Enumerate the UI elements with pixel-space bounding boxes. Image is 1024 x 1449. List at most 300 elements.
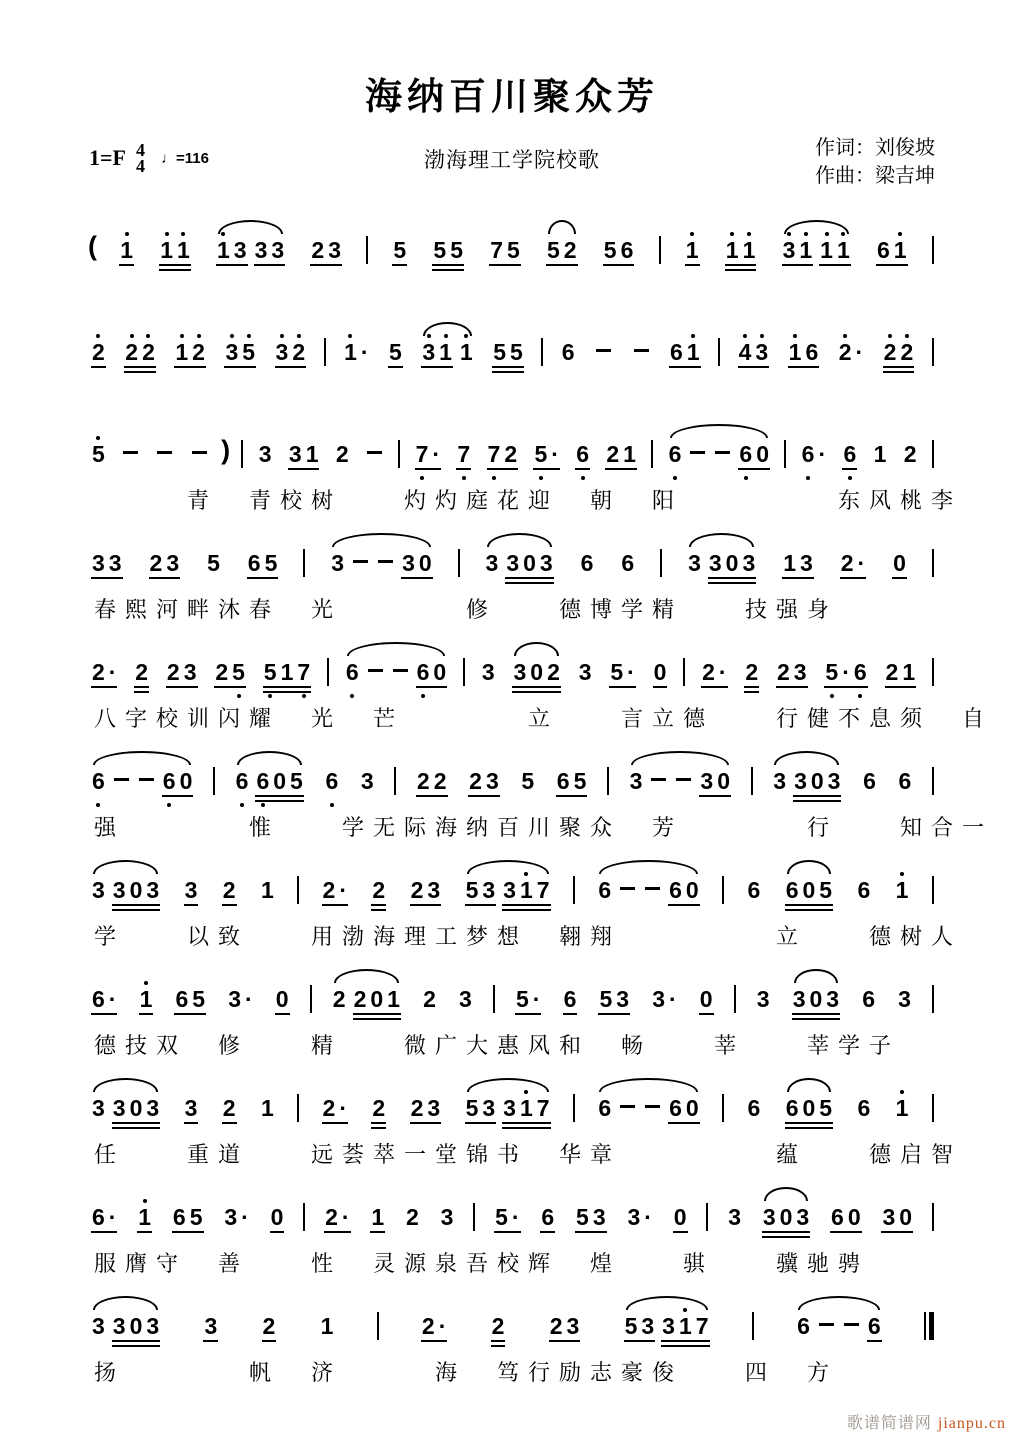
octave-dot-below-slot [568, 1021, 572, 1027]
note-digit: 6 [801, 441, 815, 467]
octave-dot-below-slot [539, 476, 543, 482]
octave-dot-below [581, 476, 585, 480]
note-digit: 5 [389, 339, 402, 365]
note-column [896, 977, 913, 1027]
note-column [259, 1086, 276, 1136]
note-digit: 2 [353, 986, 367, 1012]
note-cell [344, 650, 361, 700]
note-digit: 0 [685, 1095, 699, 1121]
note-column [861, 759, 878, 809]
note-column [684, 868, 701, 918]
note-glyphs [421, 977, 438, 1027]
note-digit: 3 [641, 1313, 655, 1339]
octave-dot-below-slot [211, 585, 215, 591]
octave-dot-below-slot [238, 272, 242, 278]
note-column [387, 330, 404, 380]
octave-dot-below-slot [487, 912, 491, 918]
note-glyphs [202, 1304, 219, 1354]
note-digit: · [108, 659, 117, 685]
octave-dot-below-slot [327, 1130, 331, 1136]
barline [734, 985, 736, 1013]
note-column [246, 541, 263, 591]
octave-dot-below-slot [629, 694, 633, 700]
note-cell [484, 541, 501, 591]
octave-dot-below-slot [432, 912, 436, 918]
note-digit: 1 [895, 1095, 909, 1121]
note-digit: 3 [782, 237, 796, 263]
note-column [591, 1195, 608, 1245]
octave-dot-below-slot [441, 1348, 445, 1354]
time-signature [136, 142, 145, 174]
note-column [715, 759, 732, 809]
note-glyphs [781, 228, 815, 278]
note-glyphs [660, 1304, 710, 1354]
octave-dot-above [793, 334, 797, 338]
note-digit: 1 [519, 877, 533, 903]
note-column [173, 330, 190, 380]
note-digit: 2 [549, 1313, 563, 1339]
note-cell [501, 868, 551, 918]
note-digit: 6 [805, 339, 819, 365]
note-cell [90, 1304, 107, 1354]
note-column [761, 1195, 778, 1245]
note-glyphs [254, 759, 304, 809]
note-glyphs [743, 650, 760, 700]
note-digit: 5 [624, 1313, 638, 1339]
note-glyphs [667, 868, 701, 918]
note-column [488, 228, 505, 278]
octave-dot-below [858, 694, 862, 698]
octave-dot-above [524, 1090, 528, 1094]
note-digit: 5 [242, 339, 256, 365]
note-digit: 3 [794, 768, 807, 794]
note-digit: · [244, 986, 253, 1012]
note-column [323, 1195, 340, 1245]
note-column [604, 432, 621, 482]
note-column [840, 650, 852, 700]
octave-dot-below-slot [713, 585, 717, 591]
note-column [340, 1195, 352, 1245]
note-column [884, 650, 901, 700]
note-digit: 6 [747, 1095, 761, 1121]
note-glyphs [262, 650, 312, 700]
note-digit: 3 [402, 550, 415, 576]
dash-note [617, 1086, 638, 1136]
note-column [223, 330, 240, 380]
octave-dot-above [230, 334, 234, 338]
note-glyphs [746, 1086, 763, 1136]
octave-dot-below-slot [793, 374, 797, 380]
note-column [464, 1086, 481, 1136]
note-glyphs [684, 228, 701, 278]
octave-dot-below-slot [96, 1021, 100, 1027]
note-digit: 0 [129, 1095, 143, 1121]
octave-dot-below-slot [337, 1021, 341, 1027]
octave-dot-below-slot [628, 476, 632, 482]
note-column [639, 1304, 656, 1354]
note-digit: 7 [536, 877, 550, 903]
octave-dot-below-slot [603, 1130, 607, 1136]
note-digit: 3 [225, 339, 239, 365]
note-cell [560, 330, 577, 380]
note-cell [743, 650, 760, 700]
barline [297, 1094, 299, 1122]
octave-dot-below-slot [197, 1021, 201, 1027]
note-glyphs [158, 228, 192, 278]
note-digit: · [627, 659, 635, 685]
note-digit: 3 [271, 237, 285, 263]
note-glyphs [596, 868, 613, 918]
note-cell [491, 330, 525, 380]
note-digit: 3 [796, 1204, 810, 1230]
note-column [792, 650, 809, 700]
note-glyphs [872, 432, 889, 482]
note-column [528, 650, 545, 700]
note-digit: · [108, 986, 117, 1012]
note-column [677, 1304, 694, 1354]
octave-dot-below-slot [508, 1130, 512, 1136]
note-glyphs [90, 432, 107, 482]
note-column [111, 1304, 128, 1354]
note-digit: 2 [311, 237, 325, 263]
octave-dot-below-slot [528, 585, 532, 591]
octave-dot-above [247, 334, 251, 338]
note-digit: 1 [685, 237, 699, 263]
barline [722, 1094, 724, 1122]
note-digit: 2 [406, 1204, 419, 1230]
octave-dot-below-slot [508, 912, 512, 918]
note-digit: 1 [260, 877, 274, 903]
note-digit: 5 [603, 237, 617, 263]
note-cell [726, 1195, 743, 1245]
barline [213, 767, 215, 795]
octave-dot-below-slot [285, 694, 289, 700]
octave-dot-below-slot [797, 1021, 801, 1027]
note-column [668, 330, 685, 380]
note-digit: 6 [863, 768, 876, 794]
note-cell [183, 1086, 200, 1136]
note-digit: 1 [678, 1313, 692, 1339]
note-digit: 3 [482, 1095, 496, 1121]
octave-dot-below-slot [830, 694, 834, 700]
octave-dot-below-slot [180, 1021, 184, 1027]
note-digit: · [532, 986, 541, 1012]
dash-note [375, 541, 396, 591]
note-cell [274, 977, 291, 1027]
note-digit: 2 [125, 339, 139, 365]
note-digit: 3 [827, 768, 841, 794]
octave-dot-below-slot [474, 803, 478, 809]
note-digit: 6 [256, 768, 270, 794]
note-cell [90, 1086, 107, 1136]
note-digit: 0 [899, 1204, 913, 1230]
note-column [334, 432, 351, 482]
note-column [754, 432, 771, 482]
note-cell [652, 650, 669, 700]
octave-dot-below-slot [798, 803, 802, 809]
note-cell [171, 1195, 205, 1245]
octave-dot-below-slot [546, 1239, 550, 1245]
note-digit: 5 [264, 550, 278, 576]
music-line [88, 1292, 936, 1387]
note-digit: 1 [280, 659, 294, 685]
note-column [226, 977, 243, 1027]
octave-dot-below-slot [438, 803, 442, 809]
octave-dot-below-slot [194, 1239, 198, 1245]
note-digit: 2 [421, 1313, 435, 1339]
note-column [136, 1195, 153, 1245]
note-cell [596, 868, 613, 918]
octave-dot-above [125, 232, 129, 236]
note-digit: 2 [702, 659, 715, 685]
dash-note [617, 868, 638, 918]
note-digit: 2 [222, 1095, 236, 1121]
note-column [545, 650, 562, 700]
note-column [565, 1304, 582, 1354]
octave-dot-below-slot [790, 912, 794, 918]
octave-dot-above [841, 232, 845, 236]
octave-dot-below-slot [678, 1239, 682, 1245]
octave-dot-below-slot [336, 585, 340, 591]
note-digit: 1 [519, 1095, 533, 1121]
barline [784, 440, 786, 468]
note-digit: 3 [566, 1313, 580, 1339]
octave-dot-below-slot [498, 374, 502, 380]
note-digit: 5 [819, 877, 833, 903]
note-column [794, 1195, 811, 1245]
note-column [344, 650, 361, 700]
note-glyphs [602, 228, 636, 278]
octave-dot-below-slot [581, 476, 585, 482]
dash-glyph [139, 778, 154, 781]
note-digit: 3 [108, 550, 122, 576]
octave-dot-below-slot [341, 912, 345, 918]
octave-dot-below-slot [96, 1130, 100, 1136]
note-cell [319, 1304, 336, 1354]
octave-dot-below-slot [824, 1130, 828, 1136]
note-digit: 1 [725, 237, 739, 263]
note-digit: · [241, 1204, 249, 1230]
note-digit: 6 [598, 1095, 612, 1121]
octave-dot-below-slot [867, 803, 871, 809]
note-digit: 1 [139, 986, 153, 1012]
octave-dot-below-slot [154, 585, 158, 591]
dash-note [350, 541, 371, 591]
note-glyphs [165, 650, 199, 700]
note-digit: 2 [222, 877, 236, 903]
octave-dot-below-slot [375, 1021, 379, 1027]
octave-dot-below-slot [365, 803, 369, 809]
note-digit: 5 [189, 1204, 203, 1230]
note-column [404, 1195, 421, 1245]
octave-dot-below-slot [113, 585, 117, 591]
note-column [107, 650, 119, 700]
note-column [781, 228, 798, 278]
note-column [90, 868, 107, 918]
octave-dot-below-slot [415, 1130, 419, 1136]
note-cell [746, 868, 763, 918]
note-cell [755, 977, 772, 1027]
note-cell [464, 1086, 498, 1136]
music-line [88, 216, 936, 278]
octave-dot-below-slot [787, 272, 791, 278]
octave-dot-below [421, 694, 425, 698]
octave-dot-below-slot [566, 374, 570, 380]
music-line [88, 856, 963, 951]
note-cell [650, 977, 678, 1027]
note-digit: 0 [530, 659, 544, 685]
note-digit: 3 [539, 550, 553, 576]
note-column [535, 868, 552, 918]
note-digit: 5 [232, 659, 245, 685]
note-digit: 6 [857, 877, 871, 903]
note-column [698, 977, 715, 1027]
octave-dot-above [197, 334, 201, 338]
note-column [133, 650, 150, 700]
note-digit: 1 [895, 877, 909, 903]
octave-dot-below-slot [541, 1130, 545, 1136]
note-glyphs [597, 977, 631, 1027]
octave-dot-below-slot [96, 374, 100, 380]
octave-dot-below-slot [690, 272, 694, 278]
dash-glyph [645, 1105, 660, 1108]
octave-dot-below-slot [237, 694, 241, 700]
barline [932, 236, 934, 264]
note-glyphs [323, 759, 340, 809]
note-digit: 2 [372, 1095, 386, 1121]
note-cell [321, 868, 349, 918]
note-column [448, 228, 465, 278]
octave-dot-below-slot [348, 374, 352, 380]
watermark-link[interactable]: jianpu.cn [937, 1415, 1006, 1432]
octave-dot-below-slot [325, 1348, 329, 1354]
note-cell [625, 1195, 653, 1245]
octave-dot-below-slot [722, 803, 726, 809]
octave-dot-below-slot [96, 912, 100, 918]
note-digit: 6 [325, 768, 339, 794]
note-glyphs [138, 977, 155, 1027]
slur-group [789, 977, 843, 1027]
note-glyphs [484, 541, 501, 591]
note-digit: 6 [563, 986, 577, 1012]
dash-note [136, 759, 157, 809]
note-glyphs [650, 977, 678, 1027]
note-cell [253, 228, 287, 278]
slur-group [462, 1086, 554, 1136]
slur-group [88, 1304, 163, 1354]
slur-group [626, 759, 734, 809]
octave-dot-below-slot [294, 803, 298, 809]
note-glyphs [467, 759, 501, 809]
octave-dot-below-slot [810, 374, 814, 380]
note-glyphs [431, 228, 465, 278]
note-cell [221, 1086, 238, 1136]
octave-dot-below-slot [470, 1130, 474, 1136]
note-glyphs [342, 330, 370, 380]
note-glyphs [359, 759, 376, 809]
note-digit: 3 [756, 986, 770, 1012]
note-digit: 5 [509, 339, 523, 365]
octave-dot-below-slot [406, 585, 410, 591]
note-glyphs [269, 1195, 286, 1245]
octave-dot-below-slot [455, 272, 459, 278]
octave-dot-below-slot [690, 912, 694, 918]
octave-dot-above [804, 232, 808, 236]
dash-glyph [620, 887, 635, 890]
note-cell [431, 228, 465, 278]
note-digit: · [432, 441, 441, 467]
note-glyphs [839, 541, 867, 591]
music-line [88, 638, 994, 733]
note-glyphs [136, 1195, 153, 1245]
note-glyphs [791, 977, 841, 1027]
note-digit: 3 [481, 659, 495, 685]
note-glyphs [880, 1195, 914, 1245]
note-digit: 1 [873, 441, 887, 467]
note-digit: · [551, 441, 559, 467]
note-digit: 7 [457, 441, 471, 467]
octave-dot-below-slot [340, 476, 344, 482]
octave-dot-below-slot [615, 694, 619, 700]
octave-dot-below-slot [462, 476, 466, 482]
octave-dot-below-slot [421, 803, 425, 809]
note-digit: 7 [415, 441, 429, 467]
note-digit: 5 [506, 237, 520, 263]
octave-dot-below-slot [444, 374, 448, 380]
barline [751, 767, 753, 795]
slur-group [342, 650, 450, 700]
note-cell [628, 759, 645, 809]
note-column [111, 868, 128, 918]
octave-dot-below-slot [902, 1021, 906, 1027]
note-column [259, 868, 276, 918]
lyrics-row: 强 惟 学无际海纳百川聚众 芳 行 知合一 [94, 815, 994, 840]
note-glyphs [519, 759, 536, 809]
octave-dot-below-slot [243, 1239, 247, 1245]
barline [660, 549, 662, 577]
note-column [90, 650, 107, 700]
note-digit: 5 [263, 659, 277, 685]
octave-dot-below-slot [890, 694, 894, 700]
note-glyphs [215, 228, 249, 278]
note-cell [234, 759, 251, 809]
note-cell [409, 868, 443, 918]
note-digit: 5 [192, 986, 206, 1012]
octave-dot-below-slot [269, 585, 273, 591]
note-digit: 6 [831, 1204, 844, 1230]
barline [377, 1312, 379, 1340]
note-digit: 0 [756, 441, 769, 467]
barline [303, 1203, 305, 1231]
note-digit: · [842, 659, 850, 685]
note-cell [686, 541, 703, 591]
note-cell [274, 330, 308, 380]
slur-group [621, 1304, 713, 1354]
notes-row [88, 747, 936, 809]
note-digit: 3 [700, 768, 714, 794]
note-digit: 1 [260, 1095, 274, 1121]
dash-glyph [157, 451, 172, 454]
barline [241, 440, 243, 468]
note-cell [784, 1086, 834, 1136]
note-column [457, 977, 474, 1027]
note-column [171, 1195, 188, 1245]
octave-dot-below-slot [752, 912, 756, 918]
note-column [262, 650, 279, 700]
note-digit: 2 [504, 441, 518, 467]
octave-dot-below-slot [117, 1348, 121, 1354]
note-digit: 3 [578, 659, 592, 685]
